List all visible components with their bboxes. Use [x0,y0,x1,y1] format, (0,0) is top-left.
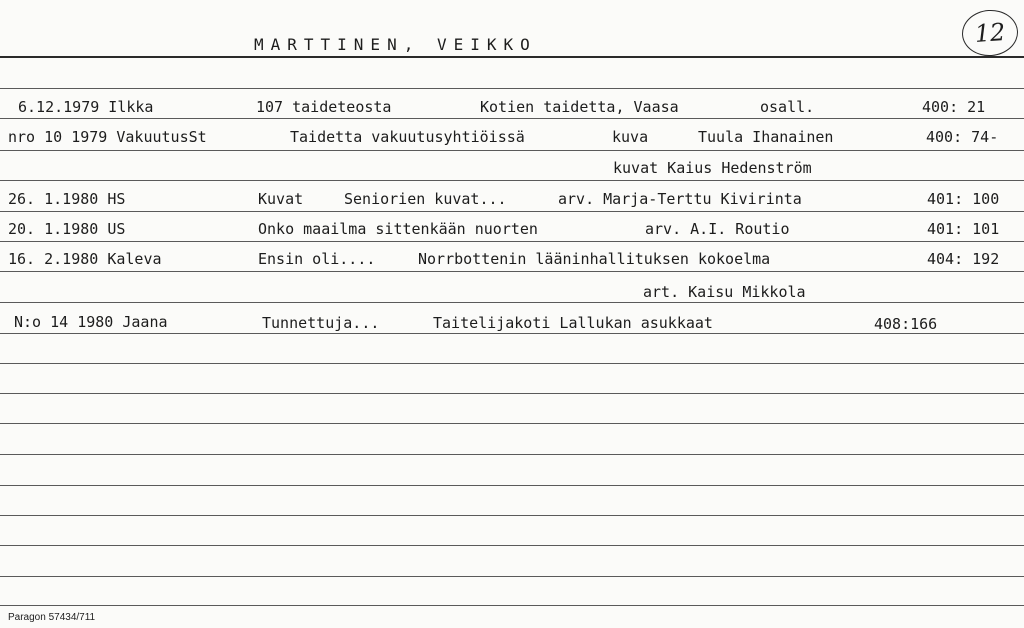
rule [0,485,1024,486]
entry-source: N:o 14 1980 Jaana [14,313,168,331]
entry-source: 6.12.1979 Ilkka [18,98,154,116]
entry-extra: osall. [760,98,815,116]
rule [0,118,1024,119]
card-name: MARTTINEN, VEIKKO [254,35,537,54]
rule [0,180,1024,181]
entry-ref: 408:166 [874,315,938,333]
entry-extra: Tuula Ihanainen [698,128,834,146]
entry-ref: 400: 74- [926,128,999,146]
rule [0,576,1024,577]
entry-note: Norrbottenin lääninhallituksen kokoelma [418,250,771,268]
rule [0,545,1024,546]
entry-extra: arv. Marja-Terttu Kivirinta [558,190,802,208]
card-footer: Paragon 57434/711 [8,612,96,623]
card-number-circle [960,8,1019,58]
rule [0,302,1024,303]
rule [0,605,1024,606]
rule [0,454,1024,455]
entry-source: nro 10 1979 VakuutusSt [8,128,207,146]
entry-note: Seniorien kuvat... [344,190,507,208]
rule [0,333,1024,334]
rule [0,88,1024,89]
rule [0,515,1024,516]
entry-extra: arv. A.I. Routio [645,220,790,238]
entry-title: Onko maailma sittenkään nuorten [258,220,538,238]
entry-ref: 404: 192 [927,250,1000,268]
entry-title: Taidetta vakuutusyhtiöissä [290,128,525,146]
rule [0,423,1024,424]
rule [0,241,1024,242]
entry-continuation: kuvat Kaius Hedenström [613,159,812,177]
entry-note: Kotien taidetta, Vaasa [480,98,679,116]
entry-source: 20. 1.1980 US [8,220,126,238]
rule [0,150,1024,151]
entry-ref: 401: 100 [927,190,1000,208]
header-rule [0,56,1024,58]
rule [0,363,1024,364]
entry-note: Taitelijakoti Lallukan asukkaat [433,314,713,332]
rule [0,271,1024,272]
rule [0,393,1024,394]
entry-source: 16. 2.1980 Kaleva [8,250,162,268]
card-number: 12 [973,17,1007,49]
rule [0,211,1024,212]
entry-ref: 400: 21 [922,98,986,116]
entry-title: Ensin oli.... [258,250,376,268]
entry-title: Tunnettuja... [262,314,380,332]
entry-note: kuva [612,128,649,146]
entry-source: 26. 1.1980 HS [8,190,126,208]
entry-title: Kuvat [258,190,304,208]
entry-continuation: art. Kaisu Mikkola [643,283,806,301]
entry-title: 107 taideteosta [256,98,392,116]
entry-ref: 401: 101 [927,220,1000,238]
